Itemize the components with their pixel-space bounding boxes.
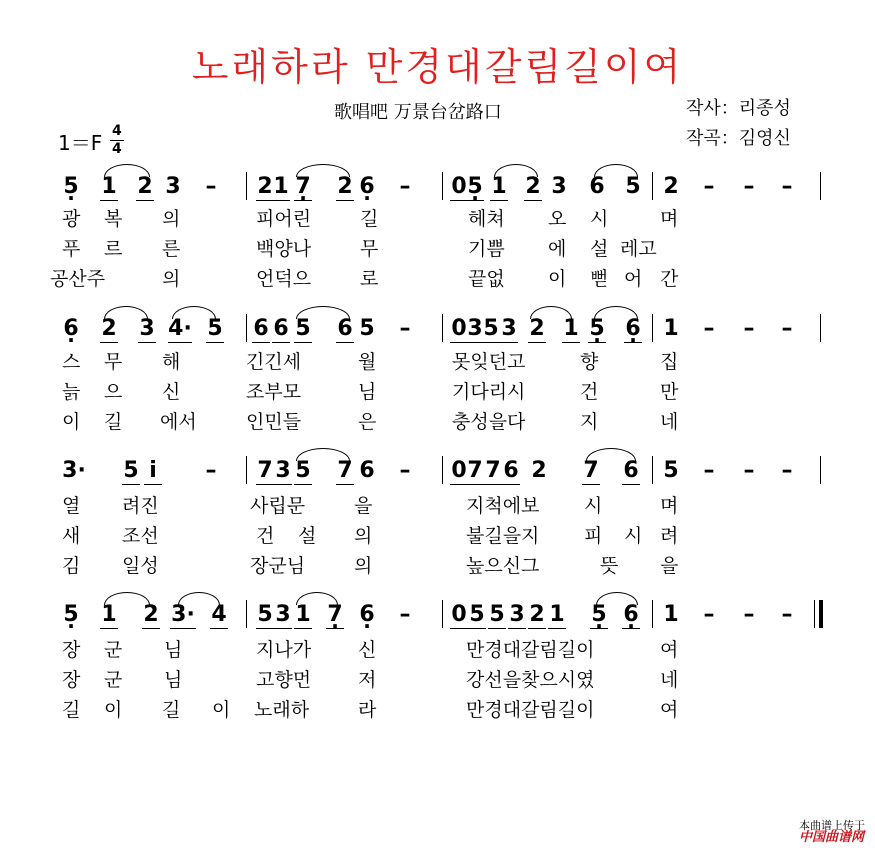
note: 2	[143, 602, 159, 627]
lyric: 강선을찾으시였	[466, 669, 595, 691]
lyric: 려진	[122, 495, 159, 517]
lyric: 복	[104, 208, 123, 230]
note: 5 ·	[590, 604, 608, 629]
lyric: 른	[162, 238, 181, 260]
lyric: 이	[212, 699, 231, 721]
note: 6	[589, 174, 605, 199]
lyric: 네	[660, 669, 679, 691]
lyric: 긴긴세	[246, 351, 302, 373]
site-logo: 中国曲谱网	[799, 830, 865, 845]
lyric: 공산주	[50, 268, 106, 290]
lyric: 의	[162, 208, 181, 230]
note: –	[205, 174, 217, 199]
lyric: 건	[580, 381, 599, 403]
note: 5 ·	[62, 604, 80, 626]
lyric: 이	[104, 699, 123, 721]
lyric: 장	[62, 639, 81, 661]
final-barline-thin	[814, 600, 815, 628]
note: –	[743, 458, 755, 483]
lyric: 광	[62, 208, 81, 230]
note: 2	[101, 316, 117, 341]
lyric: 사립문	[250, 495, 306, 517]
lyric: 군	[104, 669, 123, 691]
note: –	[743, 316, 755, 341]
note: 3	[501, 316, 517, 341]
lyric: 언덕으	[256, 268, 312, 290]
note: 0	[451, 602, 467, 627]
lyric: 무	[360, 238, 379, 260]
time-signature-bottom: 4	[112, 141, 122, 157]
note: –	[703, 174, 715, 199]
lyric: 건	[256, 525, 275, 547]
note: –	[205, 458, 217, 483]
note: 0	[451, 458, 467, 483]
lyric: 피어린	[256, 208, 312, 230]
note: 3	[275, 458, 291, 483]
note: 2	[663, 174, 679, 199]
note: 4·	[168, 316, 192, 341]
note: 4	[211, 602, 227, 627]
lyric: 신	[358, 639, 377, 661]
lyric: 늙	[62, 381, 81, 403]
barline	[246, 456, 247, 484]
song-subtitle: 歌唱吧 万景台岔路口	[334, 102, 502, 123]
lyric: 저	[358, 669, 377, 691]
lyric-line-3-2	[0, 527, 875, 553]
lyric: 님	[358, 381, 377, 403]
note: 5 ·	[588, 318, 606, 343]
lyric: 인민들	[246, 411, 302, 433]
note: 6 ·	[358, 176, 376, 198]
time-signature-top: 4	[112, 123, 122, 139]
lyric: 못잊던고	[452, 351, 526, 373]
staff-4	[0, 600, 875, 640]
note: 7	[467, 458, 483, 483]
staff-3	[0, 456, 875, 496]
lyric: 뻗	[590, 268, 609, 290]
note: 3·	[62, 458, 86, 483]
note: 1	[491, 174, 507, 199]
barline	[442, 600, 443, 628]
barline	[442, 456, 443, 484]
note: 6	[359, 458, 375, 483]
lyric-line-2-2	[0, 383, 875, 409]
note: 7	[485, 458, 501, 483]
note: 3·	[171, 602, 195, 627]
footer-watermark	[792, 809, 865, 844]
note: 5	[295, 458, 311, 483]
lyric: 라	[358, 699, 377, 721]
note: 6	[273, 316, 289, 341]
lyric-line-3-1	[0, 497, 875, 523]
lyric: 지	[580, 411, 599, 433]
note: 1	[101, 174, 117, 199]
barline	[820, 456, 821, 484]
note: 1	[101, 602, 117, 627]
note: 7 ·	[326, 604, 344, 629]
final-barline-thick	[819, 600, 823, 628]
lyric: 만	[660, 381, 679, 403]
barline	[652, 172, 653, 200]
lyric: 시	[624, 525, 643, 547]
note: 2	[529, 316, 545, 341]
note: 5	[489, 602, 505, 627]
lyric: 충성을다	[452, 411, 526, 433]
note: 1	[563, 316, 579, 341]
lyric: 네	[660, 411, 679, 433]
lyric: 길	[62, 699, 81, 721]
note: 7	[257, 458, 273, 483]
lyric: 을	[354, 495, 373, 517]
note: –	[399, 316, 411, 341]
lyric: 기다리시	[452, 381, 526, 403]
barline	[652, 600, 653, 628]
note: –	[781, 316, 793, 341]
lyric: 지척에보	[466, 495, 540, 517]
note: –	[781, 602, 793, 627]
note: 6 ·	[62, 318, 80, 340]
note: 5	[469, 602, 485, 627]
barline	[246, 600, 247, 628]
note: –	[781, 174, 793, 199]
lyric: 열	[62, 495, 81, 517]
note: 7	[337, 458, 353, 483]
note: 2	[525, 174, 541, 199]
note: 0	[451, 174, 467, 199]
note: 5	[663, 458, 679, 483]
lyric: 려	[660, 525, 679, 547]
lyric: 해	[162, 351, 181, 373]
lyric: 기쁨	[468, 238, 505, 260]
note: 3	[139, 316, 155, 341]
lyric: 여	[660, 699, 679, 721]
lyric: 며	[660, 208, 679, 230]
lyric: 여	[660, 639, 679, 661]
lyric: 의	[354, 555, 373, 577]
lyric: 높으신그	[466, 555, 540, 577]
key-signature: 1＝F	[58, 131, 103, 155]
lyric-line-4-1	[0, 641, 875, 667]
barline	[652, 314, 653, 342]
note: 1	[663, 602, 679, 627]
note: –	[399, 602, 411, 627]
lyric: 장	[62, 669, 81, 691]
note: 5	[295, 316, 311, 341]
lyric: 설	[298, 525, 317, 547]
lyric: 신	[162, 381, 181, 403]
note: 3	[467, 316, 483, 341]
note: 1	[295, 602, 311, 627]
song-title: 노래하라 만경대갈림길이여	[191, 45, 684, 89]
note: –	[743, 602, 755, 627]
lyric: 만경대갈림길이	[466, 639, 595, 661]
barline	[442, 314, 443, 342]
lyric-line-1-2	[0, 240, 875, 266]
barline	[442, 172, 443, 200]
note: 5 ·	[466, 176, 484, 201]
lyric: 군	[104, 639, 123, 661]
lyric: 뜻	[600, 555, 619, 577]
note: 2	[337, 174, 353, 199]
note: 3	[275, 602, 291, 627]
lyric: 향	[580, 351, 599, 373]
lyric: 조선	[122, 525, 159, 547]
barline	[820, 314, 821, 342]
note: 2	[531, 458, 547, 483]
barline	[652, 456, 653, 484]
lyric-line-3-3	[0, 557, 875, 583]
lyric: 의	[354, 525, 373, 547]
lyric-line-2-3	[0, 413, 875, 439]
note: 1	[549, 602, 565, 627]
lyric: 끝없	[468, 268, 505, 290]
lyric: 로	[360, 268, 379, 290]
lyric: 님	[164, 639, 183, 661]
lyric: 새	[62, 525, 81, 547]
note: 6	[337, 316, 353, 341]
note: 6	[623, 458, 639, 483]
note: –	[781, 458, 793, 483]
staff-1	[0, 172, 875, 212]
lyric: 김	[62, 555, 81, 577]
note: 7	[583, 458, 599, 483]
lyric-line-1-1	[0, 210, 875, 236]
lyric: 지나가	[256, 639, 312, 661]
lyricist-credit: 작사：리종성	[686, 98, 791, 119]
note: 5	[257, 602, 273, 627]
note: 2	[529, 602, 545, 627]
lyric: 르	[104, 238, 123, 260]
lyric: 설	[590, 238, 609, 260]
note: –	[703, 316, 715, 341]
lyric: 무	[104, 351, 123, 373]
lyric: 의	[162, 268, 181, 290]
lyric: 을	[660, 555, 679, 577]
note: 2	[137, 174, 153, 199]
lyric: 월	[358, 351, 377, 373]
lyric: 으	[104, 381, 123, 403]
lyric: 백양나	[256, 238, 312, 260]
lyric: 헤쳐	[468, 208, 505, 230]
note: 6 ·	[624, 318, 642, 343]
note: 0	[451, 316, 467, 341]
note: –	[703, 602, 715, 627]
lyric: 길	[162, 699, 181, 721]
note: 6	[253, 316, 269, 341]
lyric: 시	[590, 208, 609, 230]
lyric: 이	[62, 411, 81, 433]
lyric: 어	[624, 268, 643, 290]
note: 1	[663, 316, 679, 341]
note: –	[399, 174, 411, 199]
barline	[246, 172, 247, 200]
composer-credit: 작곡：김영신	[686, 128, 791, 149]
lyric: 레고	[620, 238, 657, 260]
lyric: 길	[360, 208, 379, 230]
note: 5	[359, 316, 375, 341]
lyric: 조부모	[246, 381, 302, 403]
lyric-line-4-2	[0, 671, 875, 697]
lyric: 길	[104, 411, 123, 433]
note: 3	[509, 602, 525, 627]
note: i	[144, 460, 162, 485]
note: –	[399, 458, 411, 483]
lyric: 피	[584, 525, 603, 547]
lyric: 오	[548, 208, 567, 230]
lyric: 은	[358, 411, 377, 433]
lyric: 푸	[62, 238, 81, 260]
lyric: 이	[548, 268, 567, 290]
staff-2	[0, 314, 875, 354]
note: 7 ·	[294, 176, 312, 201]
note: 1	[273, 174, 289, 199]
note: 5	[123, 458, 139, 483]
lyric: 만경대갈림길이	[466, 699, 595, 721]
lyric: 며	[660, 495, 679, 517]
lyric: 님	[164, 669, 183, 691]
note: 3	[551, 174, 567, 199]
lyric: 집	[660, 351, 679, 373]
note: –	[703, 458, 715, 483]
note: 6	[503, 458, 519, 483]
lyric-line-1-3	[0, 270, 875, 296]
note: 3	[165, 174, 181, 199]
note: 5 ·	[62, 176, 80, 198]
note: 5	[207, 316, 223, 341]
lyric: 노래하	[254, 699, 310, 721]
lyric: 시	[584, 495, 603, 517]
lyric-line-4-3	[0, 701, 875, 727]
note: 5	[625, 174, 641, 199]
note: 6 ·	[622, 604, 640, 629]
barline	[246, 314, 247, 342]
lyric: 간	[660, 268, 679, 290]
note: –	[743, 174, 755, 199]
lyric: 장군님	[250, 555, 306, 577]
lyric-line-2-1	[0, 353, 875, 379]
lyric: 에	[548, 238, 567, 260]
lyric: 불길을지	[466, 525, 540, 547]
note: 6 ·	[358, 604, 376, 626]
note: 5	[483, 316, 499, 341]
lyric: 에서	[160, 411, 197, 433]
lyric: 고향먼	[256, 669, 312, 691]
footer-text: 本曲谱上传于	[799, 819, 865, 832]
lyric: 스	[62, 351, 81, 373]
note: 2	[257, 174, 273, 199]
lyric: 일성	[122, 555, 159, 577]
barline	[820, 172, 821, 200]
